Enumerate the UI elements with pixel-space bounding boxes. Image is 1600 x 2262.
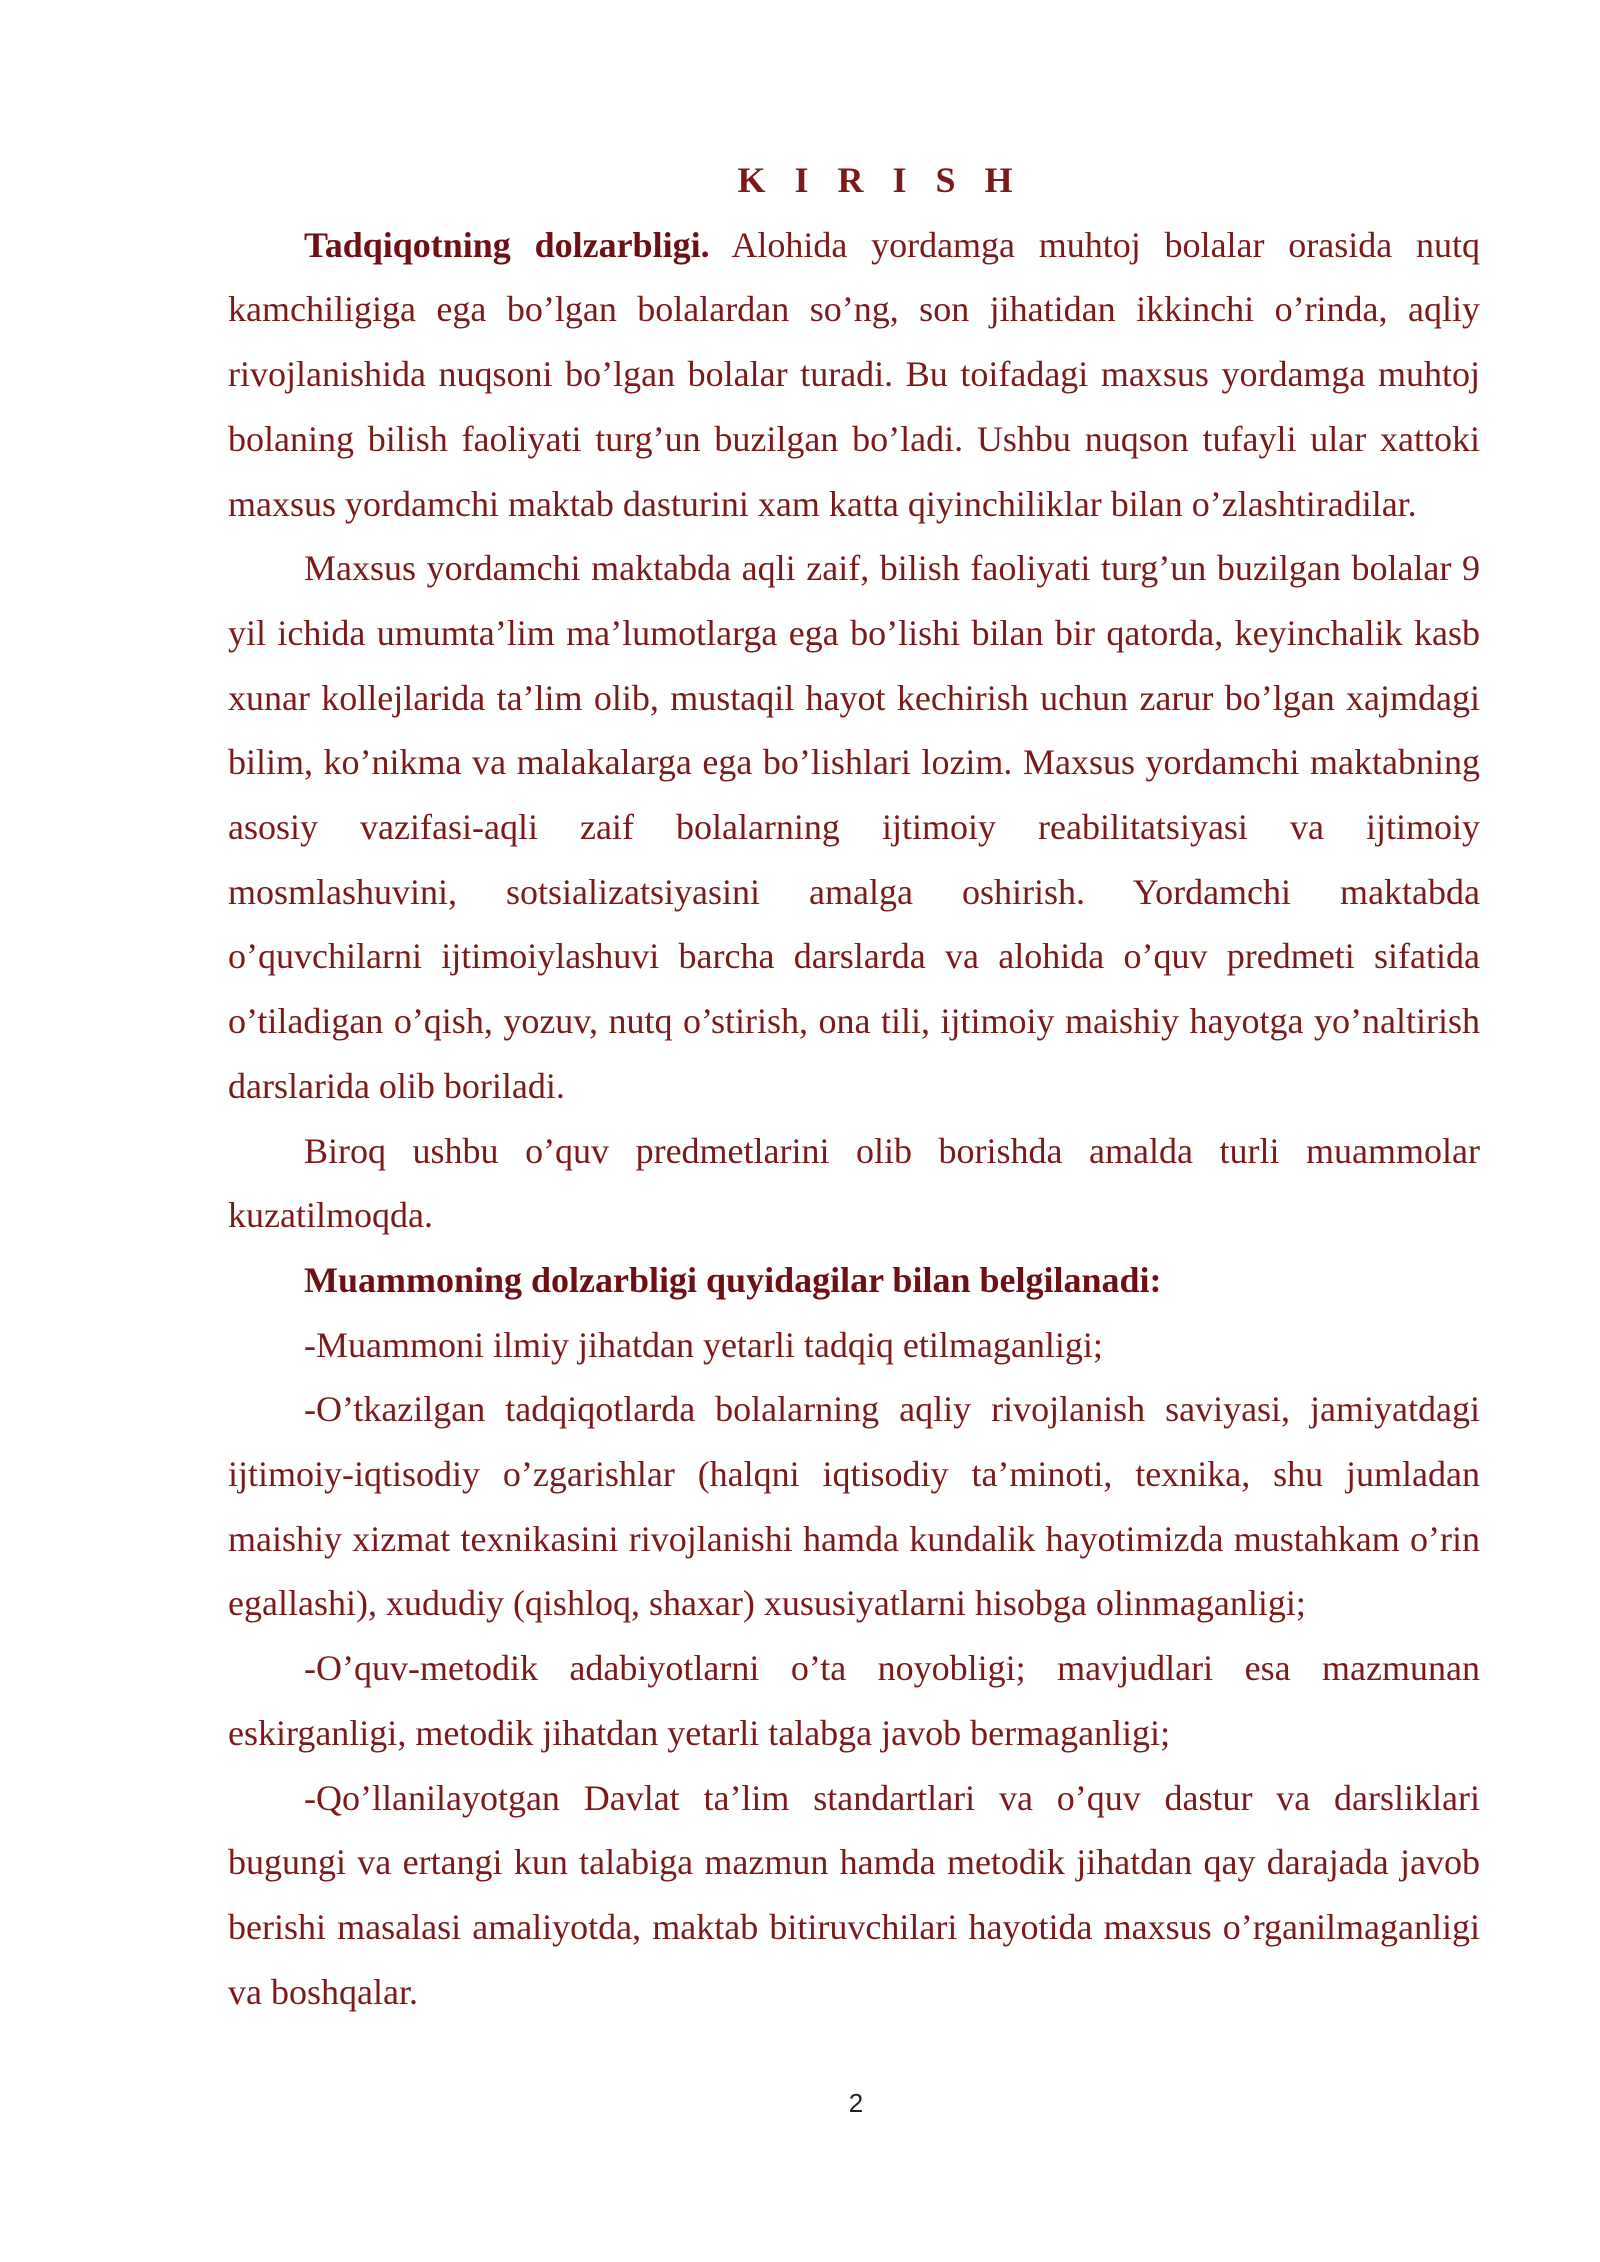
- paragraph-lead-heading: Tadqiqotning dolzarbligi.: [304, 224, 710, 265]
- list-item: -Qo’llanilayotgan Davlat ta’lim standartlari va o’quv dastur va darsliklari bugungi va ertangi kun talabiga mazmun hamda metodik jihatdan qay darajada javob berishi masalasi amaliyotda, maktab bitiruvchilari hayotida maxsus o’rganilmaganligi va boshqalar.: [228, 1777, 1480, 2012]
- paragraph-text: Alohida yordamga muhtoj bolalar orasida nutq kamchiligiga ega bo’lgan bolalardan so’ng, son jihatidan ikkinchi o’rinda, aqliy rivojlanishida nuqsoni bo’lgan bolalar turadi. Bu toifadagi maxsus yordamga muhtoj bolaning bilish faoliyati turg’un buzilgan bo’ladi. Ushbu nuqson tufayli ular xattoki maxsus yordamchi maktab dasturini xam katta qiyinchiliklar bilan o’zlashtiradilar.: [228, 224, 1480, 524]
- list-item: -O’tkazilgan tadqiqotlarda bolalarning aqliy rivojlanish saviyasi, jamiyatdagi ijtimoiy-iqtisodiy o’zgarishlar (halqni iqtisodiy ta’minoti, texnika, shu jumladan maishiy xizmat texnikasini rivojlanishi hamda kundalik hayotimizda mustahkam o’rin egallashi), xududiy (qishloq, shaxar) xususiyatlarni hisobga olinmaganligi;: [228, 1389, 1480, 1624]
- list-item: -O’quv-metodik adabiyotlarni o’ta noyobligi; mavjudlari esa mazmunan eskirganligi, metodik jihatdan yetarli talabga javob bermaganligi;: [228, 1648, 1480, 1753]
- list-item: -Muammoni ilmiy jihatdan yetarli tadqiq etilmaganligi;: [304, 1324, 1103, 1365]
- paragraph-special-school: Maxsus yordamchi maktabda aqli zaif, bilish faoliyati turg’un buzilgan bolalar 9 yil ichida umumta’lim ma’lumotlarga ega bo’lishi bilan bir qatorda, keyinchalik kasb xunar kollejlarida ta’lim olib, mustaqil hayot kechirish uchun zarur bo’lgan xajmdagi bilim, ko’nikma va malakalarga ega bo’lishlari lozim. Maxsus yordamchi maktabning asosiy vazifasi-aqli zaif bolalarning ijtimoiy reabilitatsiyasi va ijtimoiy mosmlashuvini, sotsializatsiyasini amalga oshirish. Yordamchi maktabda o’quvchilarni ijtimoiylashuvi barcha darslarda va alohida o’quv predmeti sifatida o’tiladigan o’qish, yozuv, nutq o’stirish, ona tili, ijtimoiy maishiy hayotga yo’naltirish darslarida olib boriladi.: [228, 548, 1480, 1106]
- document-body: [228, 148, 1480, 2024]
- page-number: 2: [848, 2088, 864, 2118]
- section-heading: Muammoning dolzarbligi quyidagilar bilan belgilanadi:: [304, 1259, 1162, 1300]
- page-title: K I R I S H: [737, 160, 1023, 200]
- paragraph-relevance: [228, 213, 1480, 537]
- paragraph-problems: Biroq ushbu o’quv predmetlarini olib borishda amalda turli muammolar kuzatilmoqda.: [228, 1130, 1480, 1236]
